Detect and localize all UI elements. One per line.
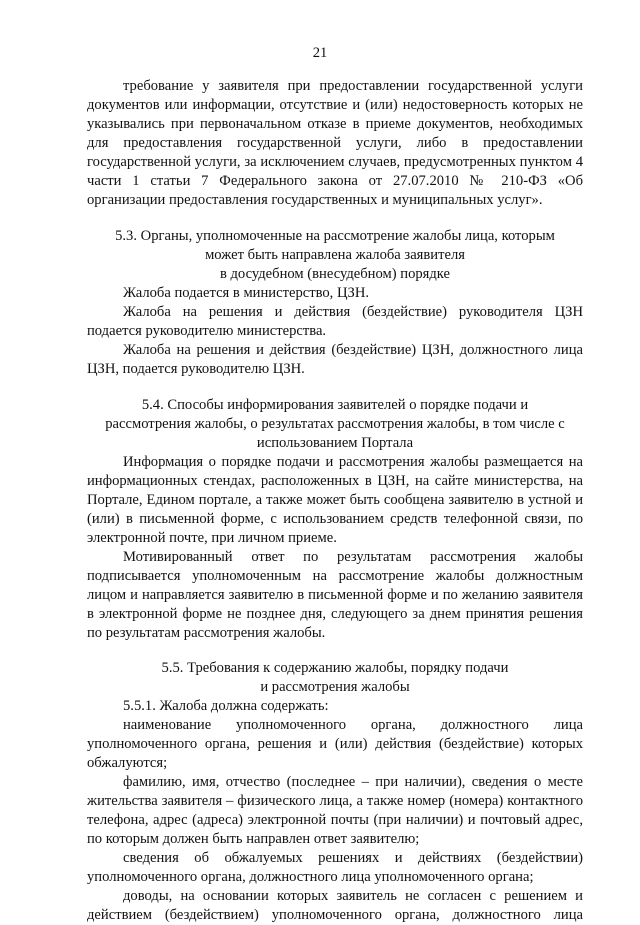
page-content — [87, 77, 583, 925]
section-5-3-heading-line2: может быть направлена жалоба заявителя — [205, 247, 465, 263]
spacer — [87, 210, 583, 227]
section-5-5-paragraph: наименование уполномоченного органа, должностного лица уполномоченного органа, решения и (или) действия (бездействие) которых обжалуются; — [87, 717, 583, 771]
spacer — [87, 379, 583, 396]
section-5-3-paragraph: Жалоба на решения и действия (бездействие) руководителя ЦЗН подается руководителю министерства. — [87, 304, 583, 339]
section-5-3-paragraph: Жалоба на решения и действия (бездействие) ЦЗН, должностного лица ЦЗН, подается руководителю ЦЗН. — [87, 342, 583, 377]
section-5-4-heading-line1: 5.4. Способы информирования заявителей о порядке подачи и — [141, 397, 529, 413]
section-5-3-heading-line3: в досудебном (внесудебном) порядке — [219, 266, 451, 282]
section-5-5-heading-line2: и рассмотрения жалобы — [260, 679, 410, 695]
spacer — [87, 643, 583, 659]
section-5-4-paragraph: Информация о порядке подачи и рассмотрения жалобы размещается на информационных стендах, расположенных в ЦЗН, на сайте министерства, на Портале, Едином портале, а также может быть сообщена заявителю в устной и (или) в письменной форме, с использованием средств телефонной связи, по электронной почте, при личном приеме. — [87, 454, 583, 546]
section-5-4-paragraph: Мотивированный ответ по результатам рассмотрения жалобы подписывается уполномоченным на рассмотрение жалобы должностным лицом и направляется заявителю в письменной форме и по желанию заявителя в электронной форме не позднее дня, следующего за днем принятия решения по результатам рассмотрения жалобы. — [87, 549, 583, 641]
section-5-5-paragraph: доводы, на основании которых заявитель не согласен с решением и действием (бездействием) уполномоченного органа, должностного лица — [87, 888, 583, 923]
page-number: 21 — [312, 45, 328, 61]
section-5-4-heading-line3: использованием Портала — [256, 435, 414, 451]
intro-paragraph: требование у заявителя при предоставлении государственной услуги документов или информации, отсутствие и (или) недостоверность которых не указывались при первоначальном отказе в приеме документов, необходимых для предоставления государственной услуги, либо в предоставлении государственной услуги, за исключением случаев, предусмотренных пунктом 4 части 1 статьи 7 Федерального закона от 27.07.2010 № 210-ФЗ «Об организации предоставления государственных и муниципальных услуг». — [87, 78, 583, 208]
section-5-4-heading-line2: рассмотрения жалобы, о результатах рассмотрения жалобы, в том числе с — [105, 416, 565, 432]
section-5-3-heading-line1: 5.3. Органы, уполномоченные на рассмотрение жалобы лица, которым — [115, 228, 555, 244]
section-5-5-paragraph: 5.5.1. Жалоба должна содержать: — [123, 698, 329, 714]
section-5-5-paragraph: сведения об обжалуемых решениях и действиях (бездействии) уполномоченного органа, должностного лица уполномоченного органа; — [87, 850, 583, 885]
section-5-5-paragraph: фамилию, имя, отчество (последнее – при наличии), сведения о месте жительства заявителя – физического лица, а также номер (номера) контактного телефона, адрес (адреса) электронной почты (при наличии) и почтовый адрес, по которым должен быть направлен ответ заявителю; — [87, 774, 583, 847]
section-5-3-paragraph: Жалоба подается в министерство, ЦЗН. — [123, 285, 370, 301]
section-5-5-heading-line1: 5.5. Требования к содержанию жалобы, порядку подачи — [161, 660, 509, 676]
